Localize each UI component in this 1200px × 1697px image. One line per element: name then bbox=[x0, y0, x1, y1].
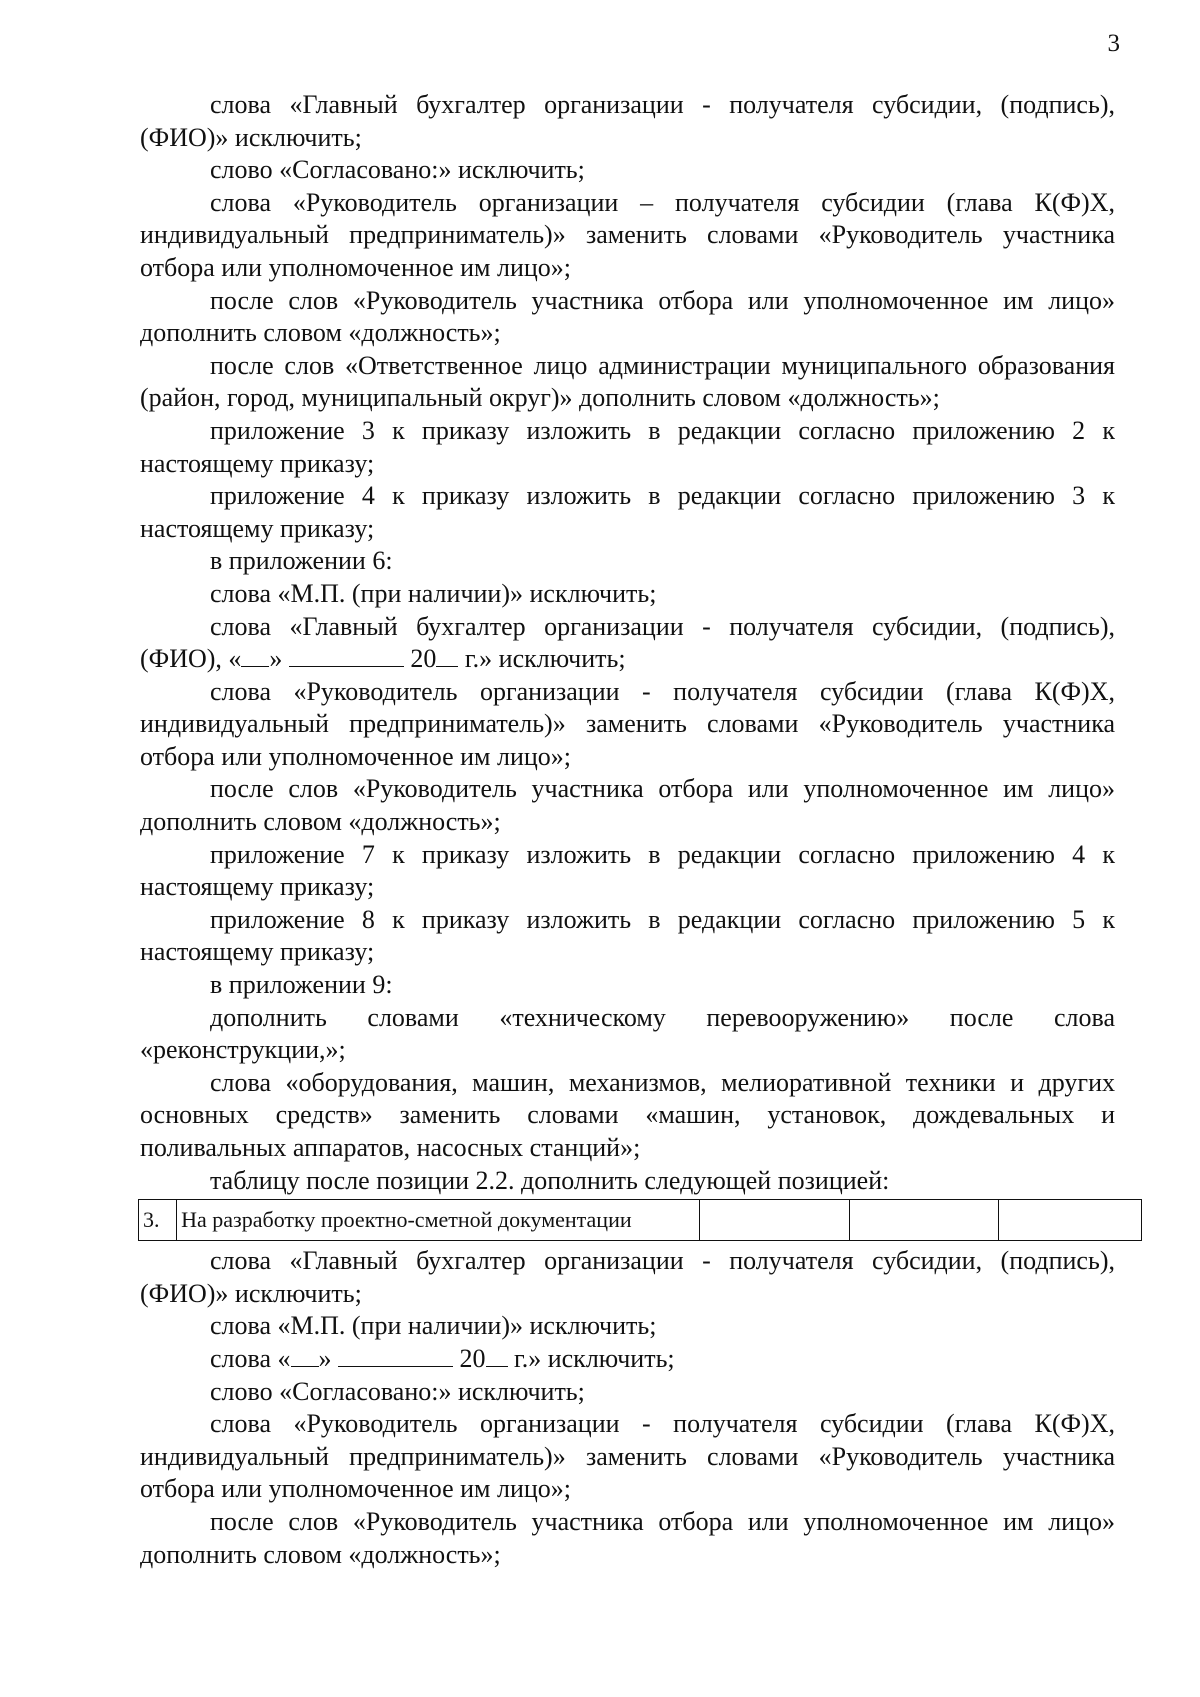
table-cell-empty-b bbox=[849, 1200, 998, 1241]
paragraph: после слов «Ответственное лицо администрации муниципального образования (район, город, муниципальный округ)» дополнить словом «должность»; bbox=[140, 350, 1115, 413]
paragraph: слово «Согласовано:» исключить; bbox=[210, 155, 585, 185]
paragraph: после слов «Руководитель участника отбора или уполномоченное им лицо» дополнить словом «должность»; bbox=[140, 1506, 1115, 1569]
paragraph: таблицу после позиции 2.2. дополнить следующей позицией: bbox=[210, 1165, 890, 1195]
paragraph: слова «М.П. (при наличии)» исключить; bbox=[210, 578, 657, 608]
paragraph: слова «М.П. (при наличии)» исключить; bbox=[210, 1311, 657, 1341]
table-cell-empty-c bbox=[998, 1200, 1141, 1241]
position-table bbox=[138, 1199, 1142, 1241]
paragraph: слова «оборудования, машин, механизмов, мелиоративной техники и других основных средств» заменить словами «машин, установок, дождевальных и поливальных аппаратов, насосных станций»; bbox=[140, 1067, 1115, 1162]
paragraph-group-top bbox=[140, 89, 1115, 611]
paragraph: дополнить словами «техническому перевооружению» после слова «реконструкции,»; bbox=[140, 1002, 1115, 1065]
blank-line-year bbox=[486, 1346, 508, 1367]
text-segment: » bbox=[269, 644, 289, 674]
paragraph: приложение 7 к приказу изложить в редакции согласно приложению 4 к настоящему приказу; bbox=[140, 839, 1115, 902]
text-segment: г.» исключить; bbox=[458, 644, 626, 674]
paragraph: в приложении 6: bbox=[210, 546, 393, 576]
paragraph-blank-fields-1 bbox=[140, 611, 1115, 676]
table-row bbox=[139, 1200, 1142, 1241]
paragraph: слова «Главный бухгалтер организации - получателя субсидии, (подпись), (ФИО)» исключить; bbox=[140, 90, 1115, 152]
blank-line-day bbox=[241, 646, 269, 667]
paragraph: после слов «Руководитель участника отбора или уполномоченное им лицо» дополнить словом «должность»; bbox=[140, 285, 1115, 348]
paragraph: слова «Руководитель организации - получателя субсидии (глава К(Ф)Х, индивидуальный предприниматель)» заменить словами «Руководитель участника отбора или уполномоченное им лицо»; bbox=[140, 676, 1115, 771]
blank-line-day bbox=[291, 1346, 319, 1367]
paragraph: после слов «Руководитель участника отбора или уполномоченное им лицо» дополнить словом «должность»; bbox=[140, 774, 1115, 837]
text-segment: слова « bbox=[210, 1343, 291, 1373]
page-number: 3 bbox=[1107, 30, 1120, 57]
blank-line-year bbox=[436, 646, 458, 667]
table-cell-name: На разработку проектно-сметной документации bbox=[177, 1200, 700, 1241]
paragraph: слова «Руководитель организации - получателя субсидии (глава К(Ф)Х, индивидуальный предприниматель)» заменить словами «Руководитель участника отбора или уполномоченное им лицо»; bbox=[140, 1409, 1115, 1504]
paragraph: в приложении 9: bbox=[210, 970, 393, 1000]
paragraph: слово «Согласовано:» исключить; bbox=[210, 1376, 585, 1406]
paragraph-group-after-table bbox=[140, 1245, 1115, 1343]
text-segment: 20 bbox=[453, 1343, 486, 1373]
paragraph: слова «Руководитель организации – получателя субсидии (глава К(Ф)Х, индивидуальный предприниматель)» заменить словами «Руководитель участника отбора или уполномоченное им лицо»; bbox=[140, 187, 1115, 282]
paragraph-blank-fields-2 bbox=[140, 1343, 1115, 1376]
text-segment: слова «Главный бухгалтер организации - получателя субсидии, (подпись), (ФИО), « bbox=[140, 611, 1115, 674]
paragraph-group-bottom bbox=[140, 1376, 1115, 1572]
text-segment: » bbox=[318, 1343, 338, 1373]
table-cell-number: 3. bbox=[139, 1200, 177, 1241]
text-segment: г.» исключить; bbox=[507, 1343, 675, 1373]
paragraph: приложение 4 к приказу изложить в редакции согласно приложению 3 к настоящему приказу; bbox=[140, 481, 1115, 543]
paragraph: приложение 3 к приказу изложить в редакции согласно приложению 2 к настоящему приказу; bbox=[140, 415, 1115, 478]
blank-line-month bbox=[338, 1346, 453, 1367]
paragraph-group-middle bbox=[140, 676, 1115, 1198]
table-cell-empty-a bbox=[700, 1200, 849, 1241]
text-segment: 20 bbox=[403, 644, 437, 674]
paragraph: слова «Главный бухгалтер организации - получателя субсидии, (подпись), (ФИО)» исключить; bbox=[140, 1246, 1115, 1308]
document-body bbox=[140, 89, 1115, 1571]
blank-line-month bbox=[289, 646, 404, 667]
paragraph: приложение 8 к приказу изложить в редакции согласно приложению 5 к настоящему приказу; bbox=[140, 904, 1115, 967]
